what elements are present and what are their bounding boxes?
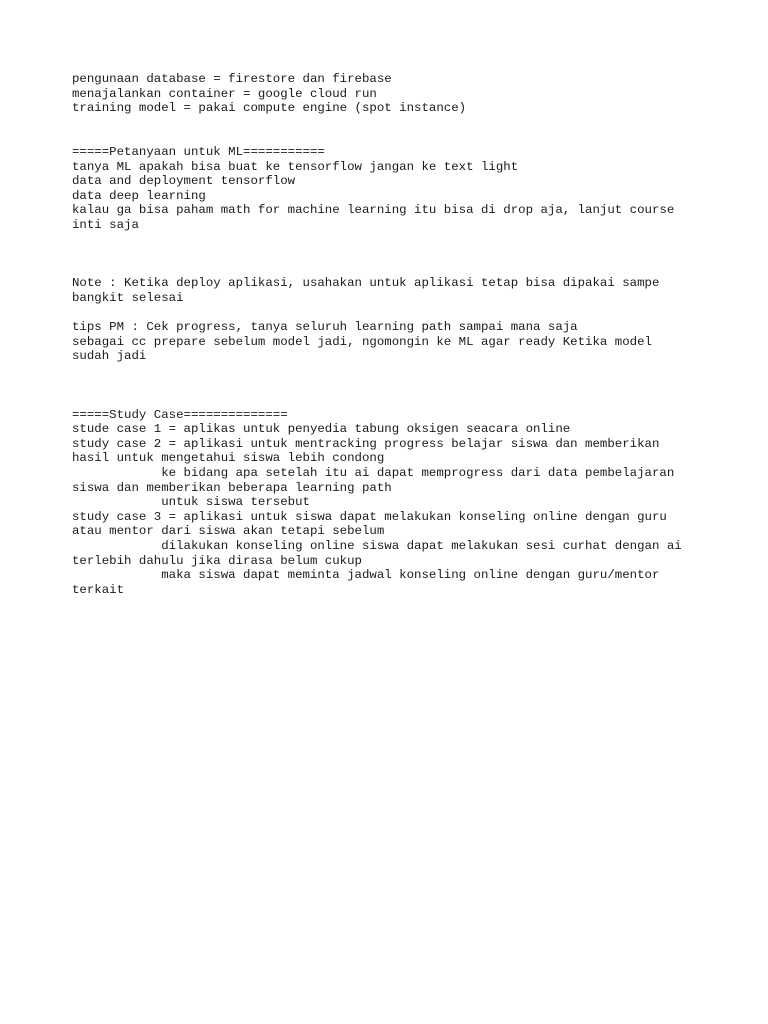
study-case-line: ke bidang apa setelah itu ai dapat memprogress dari data pembelajaran [72, 466, 675, 481]
blank-line [72, 262, 712, 277]
document-page [72, 72, 712, 597]
study-case-line: dilakukan konseling online siswa dapat melakukan sesi curhat dengan ai [72, 539, 682, 553]
text-line: menajalankan container = google cloud run [72, 86, 377, 101]
study-case-line: terkait [72, 582, 125, 597]
text-line: training model = pakai compute engine (spot instance) [72, 101, 467, 116]
text-line: kalau ga bisa paham math for machine learning itu bisa di drop aja, lanjut course [72, 203, 675, 218]
text-line: data and deployment tensorflow [72, 174, 296, 189]
study-case-line: siswa dan memberikan beberapa learning path [72, 480, 392, 495]
section-heading: =====Study Case============== [72, 407, 288, 422]
blank-line [72, 306, 712, 321]
study-case-line: hasil untuk mengetahui siswa lebih condong [72, 451, 385, 466]
study-case-line: study case 3 = aplikasi untuk siswa dapat melakukan konseling online dengan guru [72, 509, 667, 524]
note-line: Note : Ketika deploy aplikasi, usahakan untuk aplikasi tetap bisa dipakai sampe [72, 276, 660, 291]
blank-line [72, 116, 712, 131]
study-case-line: study case 2 = aplikasi untuk mentracking progress belajar siswa dan memberikan [72, 436, 660, 451]
text-line: pengunaan database = firestore dan firebase [72, 72, 392, 86]
study-case-line: maka siswa dapat meminta jadwal konseling online dengan guru/mentor [72, 568, 660, 583]
note-line: bangkit selesai [72, 290, 184, 305]
study-case-line: stude case 1 = aplikas untuk penyedia tabung oksigen seacara online [72, 422, 571, 437]
section-heading: =====Petanyaan untuk ML=========== [72, 144, 325, 159]
blank-line [72, 393, 712, 408]
blank-line [72, 247, 712, 262]
study-case-line: atau mentor dari siswa akan tetapi sebelum [72, 524, 385, 539]
text-line: inti saja [72, 217, 139, 232]
blank-line [72, 378, 712, 393]
text-line: sudah jadi [72, 349, 147, 364]
blank-line [72, 364, 712, 379]
text-line: sebagai cc prepare sebelum model jadi, ngomongin ke ML agar ready Ketika model [72, 334, 652, 349]
tips-line: tips PM : Cek progress, tanya seluruh learning path sampai mana saja [72, 320, 578, 335]
text-line: tanya ML apakah bisa buat ke tensorflow jangan ke text light [72, 159, 519, 174]
blank-line [72, 233, 712, 248]
text-line: data deep learning [72, 188, 206, 203]
study-case-line: terlebih dahulu jika dirasa belum cukup [72, 553, 362, 568]
blank-line [72, 130, 712, 145]
study-case-line: untuk siswa tersebut [72, 495, 310, 510]
